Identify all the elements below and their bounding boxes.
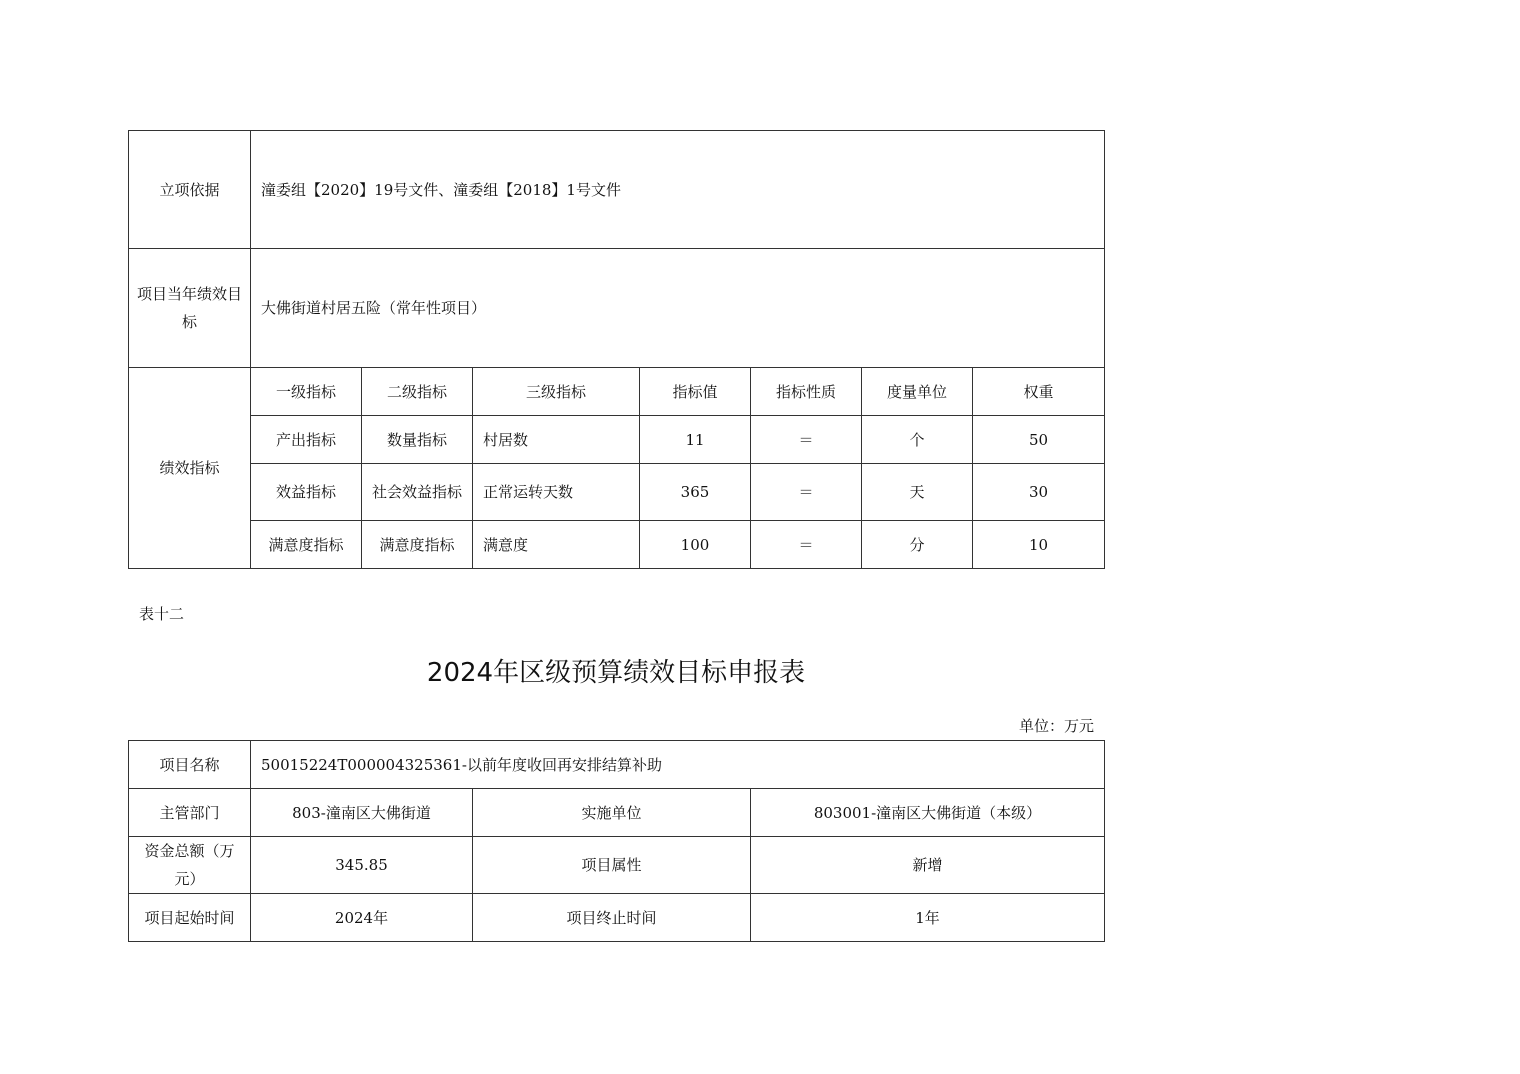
row-cell: 个 (862, 416, 973, 464)
row-cell: 分 (862, 521, 973, 569)
basis-label: 立项依据 (129, 131, 251, 249)
row-cell: 效益指标 (251, 464, 362, 521)
header-value: 指标值 (640, 368, 751, 416)
fund-value: 345.85 (251, 837, 473, 894)
row-cell: 满意度指标 (362, 521, 473, 569)
header-level2: 二级指标 (362, 368, 473, 416)
end-label: 项目终止时间 (473, 894, 751, 942)
goal-value: 大佛街道村居五险（常年性项目） (251, 249, 1105, 368)
project-info-table (128, 740, 1105, 942)
row-cell: 产出指标 (251, 416, 362, 464)
indicators-label: 绩效指标 (129, 368, 251, 569)
row-cell: 365 (640, 464, 751, 521)
page-title: 2024年区级预算绩效目标申报表 (426, 658, 806, 688)
row-cell: 数量指标 (362, 416, 473, 464)
row-cell: 10 (973, 521, 1105, 569)
start-label: 项目起始时间 (129, 894, 251, 942)
row-cell: 满意度 (473, 521, 640, 569)
table-row (129, 464, 1105, 521)
row-cell: 100 (640, 521, 751, 569)
dept-value: 803-潼南区大佛街道 (251, 789, 473, 837)
row-cell: 正常运转天数 (473, 464, 640, 521)
goal-label: 项目当年绩效目标 (129, 249, 251, 368)
header-level3: 三级指标 (473, 368, 640, 416)
row-cell: 30 (973, 464, 1105, 521)
table-caption: 表十二 (139, 605, 185, 623)
row-cell: 天 (862, 464, 973, 521)
row-cell: 社会效益指标 (362, 464, 473, 521)
unit-label: 单位：万元 (1018, 717, 1094, 735)
row-cell: ＝ (751, 521, 862, 569)
row-cell: 村居数 (473, 416, 640, 464)
row-cell: 50 (973, 416, 1105, 464)
attr-label: 项目属性 (473, 837, 751, 894)
row-cell: ＝ (751, 464, 862, 521)
row-cell: 11 (640, 416, 751, 464)
row-cell: 满意度指标 (251, 521, 362, 569)
end-value: 1年 (751, 894, 1105, 942)
header-weight: 权重 (973, 368, 1105, 416)
performance-indicator-table (128, 130, 1105, 569)
name-label: 项目名称 (129, 741, 251, 789)
header-nature: 指标性质 (751, 368, 862, 416)
start-value: 2024年 (251, 894, 473, 942)
impl-label: 实施单位 (473, 789, 751, 837)
row-cell: ＝ (751, 416, 862, 464)
basis-value: 潼委组【2020】19号文件、潼委组【2018】1号文件 (251, 131, 1105, 249)
impl-value: 803001-潼南区大佛街道（本级） (751, 789, 1105, 837)
fund-label: 资金总额（万元） (129, 837, 251, 894)
name-value: 50015224T000004325361-以前年度收回再安排结算补助 (251, 741, 1105, 789)
header-level1: 一级指标 (251, 368, 362, 416)
header-unit: 度量单位 (862, 368, 973, 416)
table-row (129, 521, 1105, 569)
attr-value: 新增 (751, 837, 1105, 894)
table-row (129, 416, 1105, 464)
dept-label: 主管部门 (129, 789, 251, 837)
